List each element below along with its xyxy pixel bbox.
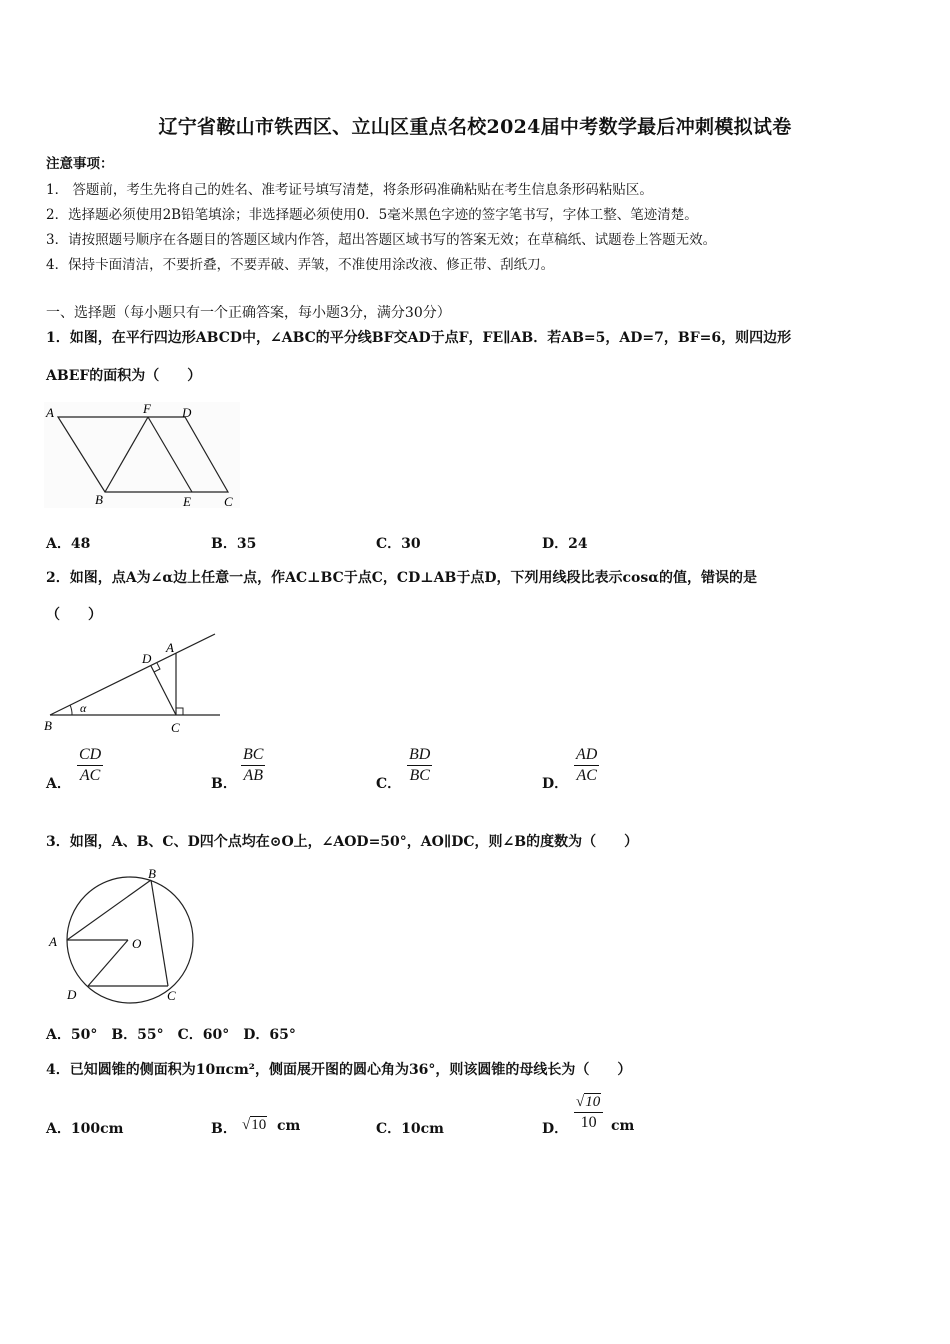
q3-options[interactable]: A．50° B．55° C．60° D．65° <box>46 1027 296 1043</box>
page-title: 辽宁省鞍山市铁西区、立山区重点名校2024届中考数学最后冲刺模拟试卷 <box>158 116 792 138</box>
q4-option-d-unit: cm <box>611 1118 635 1134</box>
q4-option-d-fraction <box>574 1094 603 1132</box>
q3-stem: 3．如图，A、B、C、D四个点均在⊙O上，∠AOD=50°，AO∥DC，则∠B的度数为（ ） <box>46 834 639 850</box>
numerator: √10 <box>574 1094 603 1113</box>
q2-stem-cont: （ ） <box>46 607 102 623</box>
segment-od <box>88 940 128 986</box>
numerator: BC <box>241 746 265 766</box>
q4-option-d-letter[interactable]: D． <box>542 1121 569 1137</box>
segment-cd <box>151 666 176 715</box>
notice-item: 4．保持卡面清洁，不要折叠，不要弄破、弄皱，不准使用涂改液、修正带、刮纸刀。 <box>46 257 555 273</box>
q4-option-b-letter[interactable]: B． <box>211 1121 237 1137</box>
label-c: C <box>171 720 180 735</box>
label-a: A <box>166 640 174 655</box>
ray-ba <box>50 634 215 715</box>
q2-angle-figure <box>40 630 230 740</box>
right-angle-d <box>154 663 160 672</box>
denominator: 10 <box>580 1114 597 1131</box>
segment-bc <box>151 880 168 986</box>
q1-stem: 1．如图，在平行四边形ABCD中，∠ABC的平分线BF交AD于点F，FE∥AB．若AB=5，AD=7，BF=6，则四边形 <box>46 330 792 346</box>
q1-option-d[interactable]: D．24 <box>542 536 588 552</box>
label-c: C <box>167 988 176 1003</box>
q2-option-d-fraction <box>574 746 599 785</box>
q1-option-b[interactable]: B．35 <box>211 536 257 552</box>
label-c: C <box>224 494 233 509</box>
label-alpha: α <box>80 701 87 715</box>
radicand: 10 <box>585 1094 601 1110</box>
label-a: A <box>46 405 54 420</box>
label-b: B <box>148 866 156 881</box>
section-heading: 一、选择题（每小题只有一个正确答案，每小题3分，满分30分） <box>46 305 451 321</box>
radicand: 10 <box>251 1117 267 1133</box>
q1-option-a[interactable]: A．48 <box>46 536 91 552</box>
q4-option-c[interactable]: C．10cm <box>376 1121 444 1137</box>
notice-heading: 注意事项： <box>46 156 114 172</box>
q1-option-c[interactable]: C．30 <box>376 536 421 552</box>
segment-ab <box>67 880 151 940</box>
label-b: B <box>44 718 52 733</box>
numerator: CD <box>77 746 103 766</box>
notice-item: 1． 答题前，考生先将自己的姓名、准考证号填写清楚，将条形码准确粘贴在考生信息条形码粘贴区。 <box>46 182 653 198</box>
notice-item: 2．选择题必须使用2B铅笔填涂；非选择题必须使用0．5毫米黑色字迹的签字笔书写，字体工整、笔迹清楚。 <box>46 207 698 223</box>
denominator: AB <box>243 767 263 784</box>
label-e: E <box>183 494 191 509</box>
label-d: D <box>67 987 77 1002</box>
label-o: O <box>132 936 142 951</box>
denominator: AC <box>79 767 101 784</box>
q3-circle-figure <box>40 862 195 1007</box>
q4-option-a[interactable]: A．100cm <box>46 1121 124 1137</box>
right-angle-c <box>176 708 183 715</box>
label-d: D <box>182 405 192 420</box>
label-b: B <box>95 492 103 507</box>
denominator: AC <box>576 767 597 784</box>
q4-option-b-unit: cm <box>277 1118 301 1134</box>
q2-option-a-letter[interactable]: A． <box>46 776 71 792</box>
notice-item: 3．请按照题号顺序在各题目的答题区域内作答，超出答题区域书写的答案无效；在草稿纸、试题卷上答题无效。 <box>46 232 717 248</box>
q2-option-c-letter[interactable]: C． <box>376 776 402 792</box>
label-d: D <box>142 651 152 666</box>
q4-stem: 4．已知圆锥的侧面积为10πcm²，侧面展开图的圆心角为36°，则该圆锥的母线长为（ ） <box>46 1062 632 1078</box>
q2-option-b-fraction <box>241 746 265 785</box>
q2-stem: 2．如图，点A为∠α边上任意一点，作AC⊥BC于点C，CD⊥AB于点D，下列用线段比表示cosα的值，错误的是 <box>46 570 758 586</box>
q4-option-b-sqrt: √10 <box>242 1117 267 1133</box>
label-f: F <box>143 401 151 416</box>
denominator: BC <box>409 767 430 784</box>
q2-option-b-letter[interactable]: B． <box>211 776 237 792</box>
numerator: AD <box>574 746 599 766</box>
angle-alpha-arc <box>70 705 72 715</box>
label-a: A <box>49 934 57 949</box>
numerator: BD <box>407 746 432 766</box>
q2-option-d-letter[interactable]: D． <box>542 776 569 792</box>
q1-stem-cont: ABEF的面积为（ ） <box>46 368 202 384</box>
q1-parallelogram-figure <box>40 398 245 513</box>
q2-option-a-fraction <box>77 746 103 785</box>
q2-option-c-fraction <box>407 746 432 785</box>
